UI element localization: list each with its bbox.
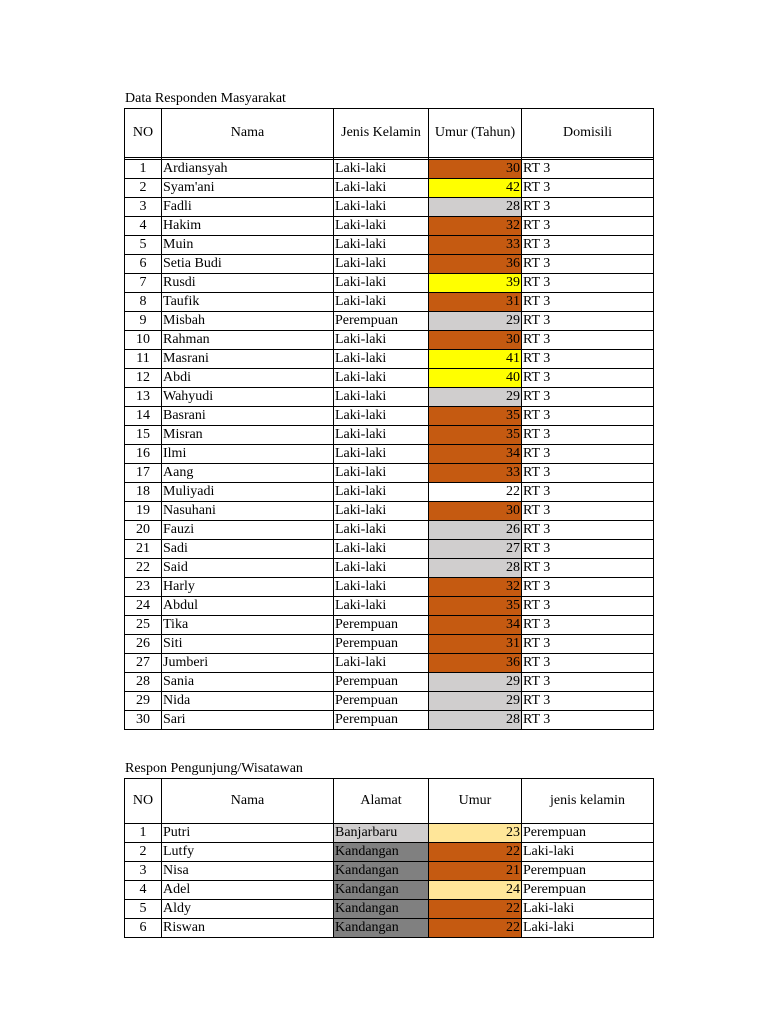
row-alamat: Banjarbaru bbox=[334, 824, 429, 843]
row-domisili: RT 3 bbox=[522, 179, 654, 198]
table-row bbox=[125, 426, 654, 445]
row-nama: Aldy bbox=[162, 900, 334, 919]
row-number: 2 bbox=[125, 179, 162, 198]
row-domisili: RT 3 bbox=[522, 236, 654, 255]
row-jenis-kelamin: Laki-laki bbox=[522, 900, 654, 919]
row-domisili: RT 3 bbox=[522, 160, 654, 179]
row-nama: Masrani bbox=[162, 350, 334, 369]
row-number: 7 bbox=[125, 274, 162, 293]
row-domisili: RT 3 bbox=[522, 616, 654, 635]
table-row bbox=[125, 919, 654, 938]
row-number: 5 bbox=[125, 236, 162, 255]
row-jenis-kelamin: Laki-laki bbox=[334, 483, 429, 502]
row-umur: 31 bbox=[429, 293, 522, 312]
table-row bbox=[125, 635, 654, 654]
row-alamat: Kandangan bbox=[334, 900, 429, 919]
row-number: 30 bbox=[125, 711, 162, 730]
row-jenis-kelamin: Laki-laki bbox=[334, 597, 429, 616]
visitor-table-body bbox=[125, 824, 654, 938]
header-umur: Umur (Tahun) bbox=[429, 109, 522, 158]
row-number: 8 bbox=[125, 293, 162, 312]
row-nama: Sari bbox=[162, 711, 334, 730]
row-jenis-kelamin: Laki-laki bbox=[334, 464, 429, 483]
row-number: 12 bbox=[125, 369, 162, 388]
header-no: NO bbox=[125, 109, 162, 158]
row-umur: 22 bbox=[429, 483, 522, 502]
header-jenis-kelamin: Jenis Kelamin bbox=[334, 109, 429, 158]
row-jenis-kelamin: Laki-laki bbox=[334, 236, 429, 255]
row-nama: Taufik bbox=[162, 293, 334, 312]
table-row bbox=[125, 521, 654, 540]
row-number: 9 bbox=[125, 312, 162, 331]
table-row bbox=[125, 274, 654, 293]
table-row bbox=[125, 312, 654, 331]
row-jenis-kelamin: Laki-laki bbox=[334, 559, 429, 578]
row-number: 4 bbox=[125, 217, 162, 236]
row-jenis-kelamin: Laki-laki bbox=[522, 919, 654, 938]
row-nama: Fauzi bbox=[162, 521, 334, 540]
row-nama: Sania bbox=[162, 673, 334, 692]
row-jenis-kelamin: Perempuan bbox=[334, 692, 429, 711]
row-umur: 40 bbox=[429, 369, 522, 388]
row-domisili: RT 3 bbox=[522, 312, 654, 331]
row-number: 26 bbox=[125, 635, 162, 654]
row-nama: Putri bbox=[162, 824, 334, 843]
row-jenis-kelamin: Perempuan bbox=[522, 862, 654, 881]
table-header-row bbox=[125, 109, 654, 158]
row-umur: 27 bbox=[429, 540, 522, 559]
row-nama: Misbah bbox=[162, 312, 334, 331]
row-umur: 28 bbox=[429, 198, 522, 217]
row-jenis-kelamin: Laki-laki bbox=[334, 578, 429, 597]
row-domisili: RT 3 bbox=[522, 502, 654, 521]
row-number: 24 bbox=[125, 597, 162, 616]
table-row bbox=[125, 502, 654, 521]
header-jenis-kelamin: jenis kelamin bbox=[522, 779, 654, 824]
row-nama: Rahman bbox=[162, 331, 334, 350]
row-jenis-kelamin: Perempuan bbox=[334, 673, 429, 692]
table-row bbox=[125, 540, 654, 559]
row-number: 3 bbox=[125, 198, 162, 217]
row-jenis-kelamin: Laki-laki bbox=[334, 502, 429, 521]
row-umur: 41 bbox=[429, 350, 522, 369]
row-domisili: RT 3 bbox=[522, 673, 654, 692]
row-domisili: RT 3 bbox=[522, 711, 654, 730]
row-umur: 29 bbox=[429, 692, 522, 711]
row-number: 2 bbox=[125, 843, 162, 862]
row-domisili: RT 3 bbox=[522, 521, 654, 540]
row-number: 16 bbox=[125, 445, 162, 464]
row-umur: 39 bbox=[429, 274, 522, 293]
row-domisili: RT 3 bbox=[522, 578, 654, 597]
row-nama: Riswan bbox=[162, 919, 334, 938]
row-nama: Nida bbox=[162, 692, 334, 711]
table-row bbox=[125, 824, 654, 843]
row-nama: Siti bbox=[162, 635, 334, 654]
row-jenis-kelamin: Perempuan bbox=[522, 824, 654, 843]
section1-title: Data Responden Masyarakat bbox=[125, 91, 286, 106]
section2-title: Respon Pengunjung/Wisatawan bbox=[125, 761, 303, 776]
row-nama: Syam'ani bbox=[162, 179, 334, 198]
row-jenis-kelamin: Laki-laki bbox=[334, 654, 429, 673]
row-number: 27 bbox=[125, 654, 162, 673]
row-number: 17 bbox=[125, 464, 162, 483]
row-domisili: RT 3 bbox=[522, 540, 654, 559]
row-umur: 30 bbox=[429, 502, 522, 521]
row-domisili: RT 3 bbox=[522, 559, 654, 578]
row-umur: 30 bbox=[429, 331, 522, 350]
row-number: 5 bbox=[125, 900, 162, 919]
row-umur: 35 bbox=[429, 597, 522, 616]
row-jenis-kelamin: Laki-laki bbox=[334, 198, 429, 217]
row-umur: 26 bbox=[429, 521, 522, 540]
row-nama: Rusdi bbox=[162, 274, 334, 293]
row-domisili: RT 3 bbox=[522, 293, 654, 312]
row-umur: 34 bbox=[429, 445, 522, 464]
row-jenis-kelamin: Laki-laki bbox=[334, 350, 429, 369]
table-row bbox=[125, 578, 654, 597]
row-nama: Abdi bbox=[162, 369, 334, 388]
row-umur: 35 bbox=[429, 407, 522, 426]
row-domisili: RT 3 bbox=[522, 654, 654, 673]
row-umur: 29 bbox=[429, 312, 522, 331]
table-row bbox=[125, 331, 654, 350]
row-domisili: RT 3 bbox=[522, 369, 654, 388]
row-jenis-kelamin: Perempuan bbox=[334, 635, 429, 654]
table-row bbox=[125, 293, 654, 312]
table-row bbox=[125, 692, 654, 711]
row-jenis-kelamin: Perempuan bbox=[522, 881, 654, 900]
table-row bbox=[125, 255, 654, 274]
table-row bbox=[125, 900, 654, 919]
row-nama: Misran bbox=[162, 426, 334, 445]
row-number: 28 bbox=[125, 673, 162, 692]
respondent-table bbox=[124, 108, 654, 730]
row-umur: 22 bbox=[429, 900, 522, 919]
table-row bbox=[125, 673, 654, 692]
header-domisili: Domisili bbox=[522, 109, 654, 158]
row-jenis-kelamin: Laki-laki bbox=[334, 179, 429, 198]
row-jenis-kelamin: Laki-laki bbox=[334, 160, 429, 179]
row-nama: Basrani bbox=[162, 407, 334, 426]
row-domisili: RT 3 bbox=[522, 255, 654, 274]
row-number: 23 bbox=[125, 578, 162, 597]
table-row bbox=[125, 160, 654, 179]
table-row bbox=[125, 843, 654, 862]
row-number: 6 bbox=[125, 919, 162, 938]
row-number: 21 bbox=[125, 540, 162, 559]
row-alamat: Kandangan bbox=[334, 862, 429, 881]
row-jenis-kelamin: Laki-laki bbox=[334, 388, 429, 407]
row-number: 25 bbox=[125, 616, 162, 635]
row-jenis-kelamin: Laki-laki bbox=[334, 369, 429, 388]
row-nama: Jumberi bbox=[162, 654, 334, 673]
row-jenis-kelamin: Laki-laki bbox=[334, 445, 429, 464]
row-jenis-kelamin: Laki-laki bbox=[334, 331, 429, 350]
row-number: 3 bbox=[125, 862, 162, 881]
row-number: 13 bbox=[125, 388, 162, 407]
row-umur: 34 bbox=[429, 616, 522, 635]
row-nama: Ardiansyah bbox=[162, 160, 334, 179]
table-row bbox=[125, 217, 654, 236]
table-row bbox=[125, 881, 654, 900]
row-nama: Lutfy bbox=[162, 843, 334, 862]
row-domisili: RT 3 bbox=[522, 445, 654, 464]
table-row bbox=[125, 198, 654, 217]
row-domisili: RT 3 bbox=[522, 597, 654, 616]
table-row bbox=[125, 654, 654, 673]
row-umur: 22 bbox=[429, 919, 522, 938]
table-row bbox=[125, 445, 654, 464]
row-umur: 30 bbox=[429, 160, 522, 179]
row-jenis-kelamin: Laki-laki bbox=[334, 293, 429, 312]
row-domisili: RT 3 bbox=[522, 635, 654, 654]
row-nama: Muin bbox=[162, 236, 334, 255]
row-umur: 35 bbox=[429, 426, 522, 445]
row-jenis-kelamin: Perempuan bbox=[334, 312, 429, 331]
row-number: 4 bbox=[125, 881, 162, 900]
row-number: 10 bbox=[125, 331, 162, 350]
header-no: NO bbox=[125, 779, 162, 824]
table-row bbox=[125, 597, 654, 616]
row-nama: Muliyadi bbox=[162, 483, 334, 502]
table-row bbox=[125, 407, 654, 426]
row-nama: Hakim bbox=[162, 217, 334, 236]
row-nama: Nisa bbox=[162, 862, 334, 881]
row-nama: Sadi bbox=[162, 540, 334, 559]
table-row bbox=[125, 350, 654, 369]
header-nama: Nama bbox=[162, 109, 334, 158]
row-nama: Tika bbox=[162, 616, 334, 635]
row-umur: 23 bbox=[429, 824, 522, 843]
row-domisili: RT 3 bbox=[522, 692, 654, 711]
row-alamat: Kandangan bbox=[334, 919, 429, 938]
row-jenis-kelamin: Laki-laki bbox=[334, 540, 429, 559]
table-row bbox=[125, 711, 654, 730]
row-jenis-kelamin: Laki-laki bbox=[334, 217, 429, 236]
table-row bbox=[125, 236, 654, 255]
row-domisili: RT 3 bbox=[522, 483, 654, 502]
row-umur: 36 bbox=[429, 654, 522, 673]
row-domisili: RT 3 bbox=[522, 331, 654, 350]
row-umur: 29 bbox=[429, 673, 522, 692]
row-umur: 28 bbox=[429, 559, 522, 578]
row-umur: 22 bbox=[429, 843, 522, 862]
row-nama: Adel bbox=[162, 881, 334, 900]
row-nama: Harly bbox=[162, 578, 334, 597]
row-umur: 31 bbox=[429, 635, 522, 654]
row-domisili: RT 3 bbox=[522, 350, 654, 369]
row-domisili: RT 3 bbox=[522, 464, 654, 483]
header-umur: Umur bbox=[429, 779, 522, 824]
row-domisili: RT 3 bbox=[522, 426, 654, 445]
visitor-table bbox=[124, 778, 654, 938]
row-nama: Ilmi bbox=[162, 445, 334, 464]
row-umur: 28 bbox=[429, 711, 522, 730]
row-number: 19 bbox=[125, 502, 162, 521]
row-number: 22 bbox=[125, 559, 162, 578]
row-jenis-kelamin: Perempuan bbox=[334, 616, 429, 635]
table-row bbox=[125, 559, 654, 578]
row-umur: 32 bbox=[429, 578, 522, 597]
row-jenis-kelamin: Perempuan bbox=[334, 711, 429, 730]
row-umur: 21 bbox=[429, 862, 522, 881]
row-jenis-kelamin: Laki-laki bbox=[334, 521, 429, 540]
row-nama: Nasuhani bbox=[162, 502, 334, 521]
row-domisili: RT 3 bbox=[522, 274, 654, 293]
row-domisili: RT 3 bbox=[522, 407, 654, 426]
table-row bbox=[125, 483, 654, 502]
row-number: 1 bbox=[125, 160, 162, 179]
row-nama: Fadli bbox=[162, 198, 334, 217]
row-domisili: RT 3 bbox=[522, 217, 654, 236]
row-nama: Abdul bbox=[162, 597, 334, 616]
row-jenis-kelamin: Laki-laki bbox=[522, 843, 654, 862]
row-number: 6 bbox=[125, 255, 162, 274]
table-row bbox=[125, 862, 654, 881]
row-nama: Aang bbox=[162, 464, 334, 483]
header-nama: Nama bbox=[162, 779, 334, 824]
row-domisili: RT 3 bbox=[522, 388, 654, 407]
row-umur: 32 bbox=[429, 217, 522, 236]
row-alamat: Kandangan bbox=[334, 843, 429, 862]
row-umur: 36 bbox=[429, 255, 522, 274]
table-header-row bbox=[125, 779, 654, 824]
row-number: 18 bbox=[125, 483, 162, 502]
row-jenis-kelamin: Laki-laki bbox=[334, 255, 429, 274]
row-jenis-kelamin: Laki-laki bbox=[334, 426, 429, 445]
row-nama: Wahyudi bbox=[162, 388, 334, 407]
row-nama: Said bbox=[162, 559, 334, 578]
row-domisili: RT 3 bbox=[522, 198, 654, 217]
row-number: 14 bbox=[125, 407, 162, 426]
table-row bbox=[125, 369, 654, 388]
row-number: 20 bbox=[125, 521, 162, 540]
table-row bbox=[125, 388, 654, 407]
row-alamat: Kandangan bbox=[334, 881, 429, 900]
table-row bbox=[125, 616, 654, 635]
row-nama: Setia Budi bbox=[162, 255, 334, 274]
respondent-table-body bbox=[125, 158, 654, 730]
header-alamat: Alamat bbox=[334, 779, 429, 824]
row-jenis-kelamin: Laki-laki bbox=[334, 407, 429, 426]
row-umur: 29 bbox=[429, 388, 522, 407]
row-number: 11 bbox=[125, 350, 162, 369]
row-umur: 33 bbox=[429, 236, 522, 255]
row-number: 15 bbox=[125, 426, 162, 445]
row-jenis-kelamin: Laki-laki bbox=[334, 274, 429, 293]
row-umur: 42 bbox=[429, 179, 522, 198]
table-row bbox=[125, 464, 654, 483]
table-row bbox=[125, 179, 654, 198]
row-umur: 24 bbox=[429, 881, 522, 900]
row-number: 1 bbox=[125, 824, 162, 843]
row-umur: 33 bbox=[429, 464, 522, 483]
row-number: 29 bbox=[125, 692, 162, 711]
